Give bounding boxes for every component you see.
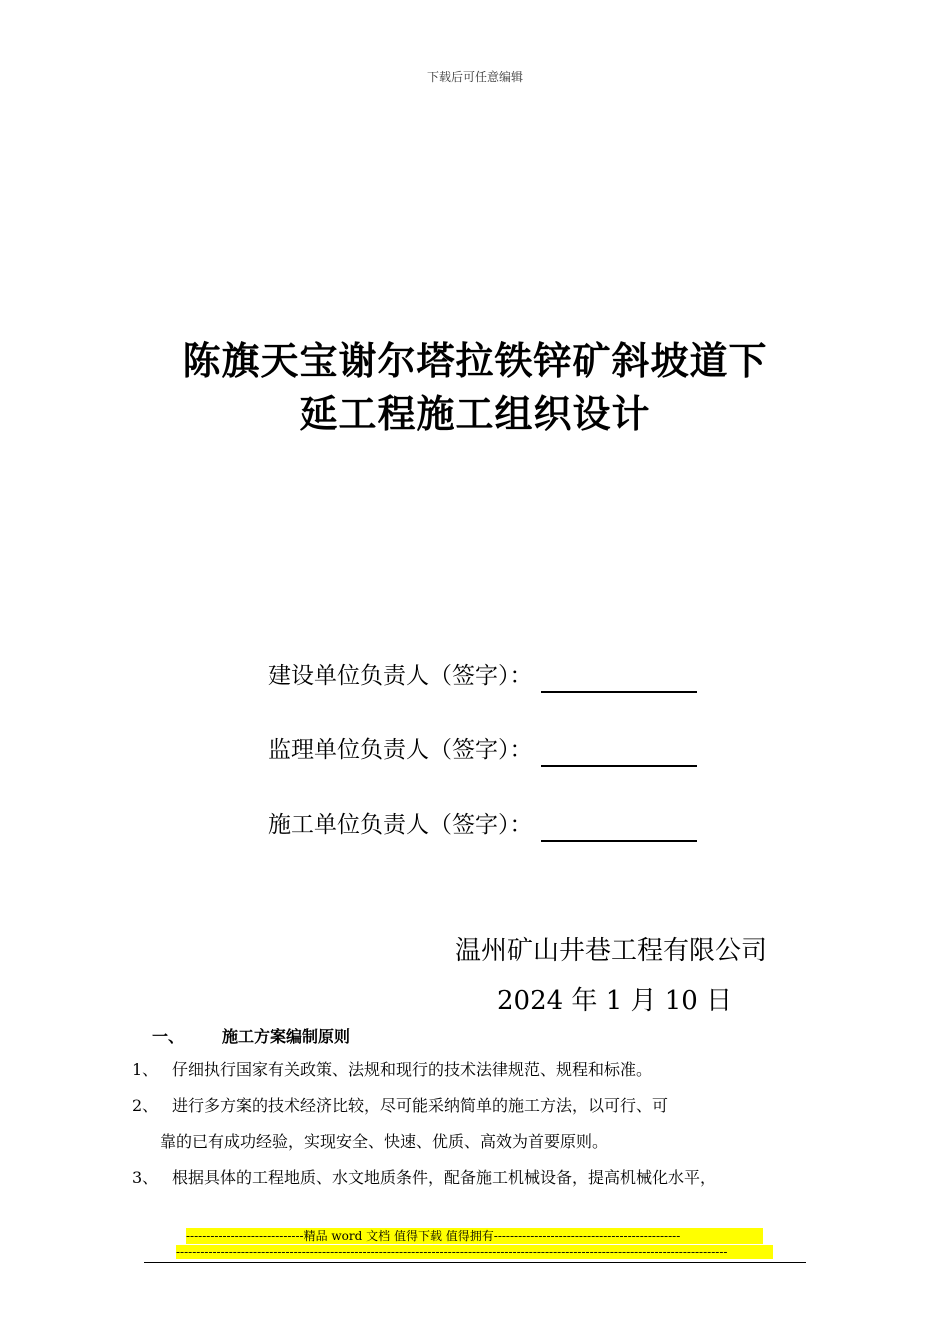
signature-line — [541, 816, 697, 842]
document-date: 2024 年 1 月 10 日 — [497, 986, 733, 1016]
signature-row-contractor — [268, 808, 697, 842]
signature-label: 监理单位负责人（签字）： — [268, 737, 533, 763]
list-item — [132, 1058, 652, 1082]
company-name: 温州矿山井巷工程有限公司 — [455, 936, 768, 966]
footer-rule — [144, 1262, 806, 1263]
item-text: 进行多方案的技术经济比较，尽可能采纳简单的施工方法，以可行、可 — [172, 1096, 669, 1115]
document-title-line-2: 延工程施工组织设计 — [299, 392, 651, 436]
item-text: 仔细执行国家有关政策、法规和现行的技术法律规范、规程和标准。 — [172, 1060, 653, 1079]
signature-line — [541, 741, 697, 767]
signature-line — [541, 667, 697, 693]
item-number: 1、 — [132, 1060, 159, 1079]
signature-label: 建设单位负责人（签字）： — [268, 663, 533, 689]
signature-label: 施工单位负责人（签字）： — [268, 812, 533, 838]
list-item-continuation: 靠的已有成功经验，实现安全、快速、优质、高效为首要原则。 — [160, 1132, 609, 1151]
item-text: 根据具体的工程地质、水文地质条件，配备施工机械设备，提高机械化水平， — [172, 1168, 717, 1187]
page-header: 下载后可任意编辑 — [426, 70, 523, 84]
section-title: 施工方案编制原则 — [222, 1027, 351, 1046]
signature-row-construction — [268, 659, 697, 693]
footer-banner-line-1: -----------------------------精品 word 文档 值得下载 值得拥有---------------------------------------------- — [186, 1228, 763, 1244]
footer-banner-line-2: ---------------------------------------------------------------------------------------------------------------------------------------- — [176, 1245, 773, 1259]
item-number: 3、 — [132, 1168, 159, 1187]
section-heading — [152, 1024, 350, 1047]
document-title-line-1: 陈旗天宝谢尔塔拉铁锌矿斜坡道下 — [182, 339, 768, 383]
signature-row-supervision — [268, 733, 697, 767]
section-number: 一、 — [152, 1027, 185, 1046]
list-item — [132, 1166, 716, 1190]
item-number: 2、 — [132, 1096, 159, 1115]
list-item — [132, 1094, 668, 1118]
